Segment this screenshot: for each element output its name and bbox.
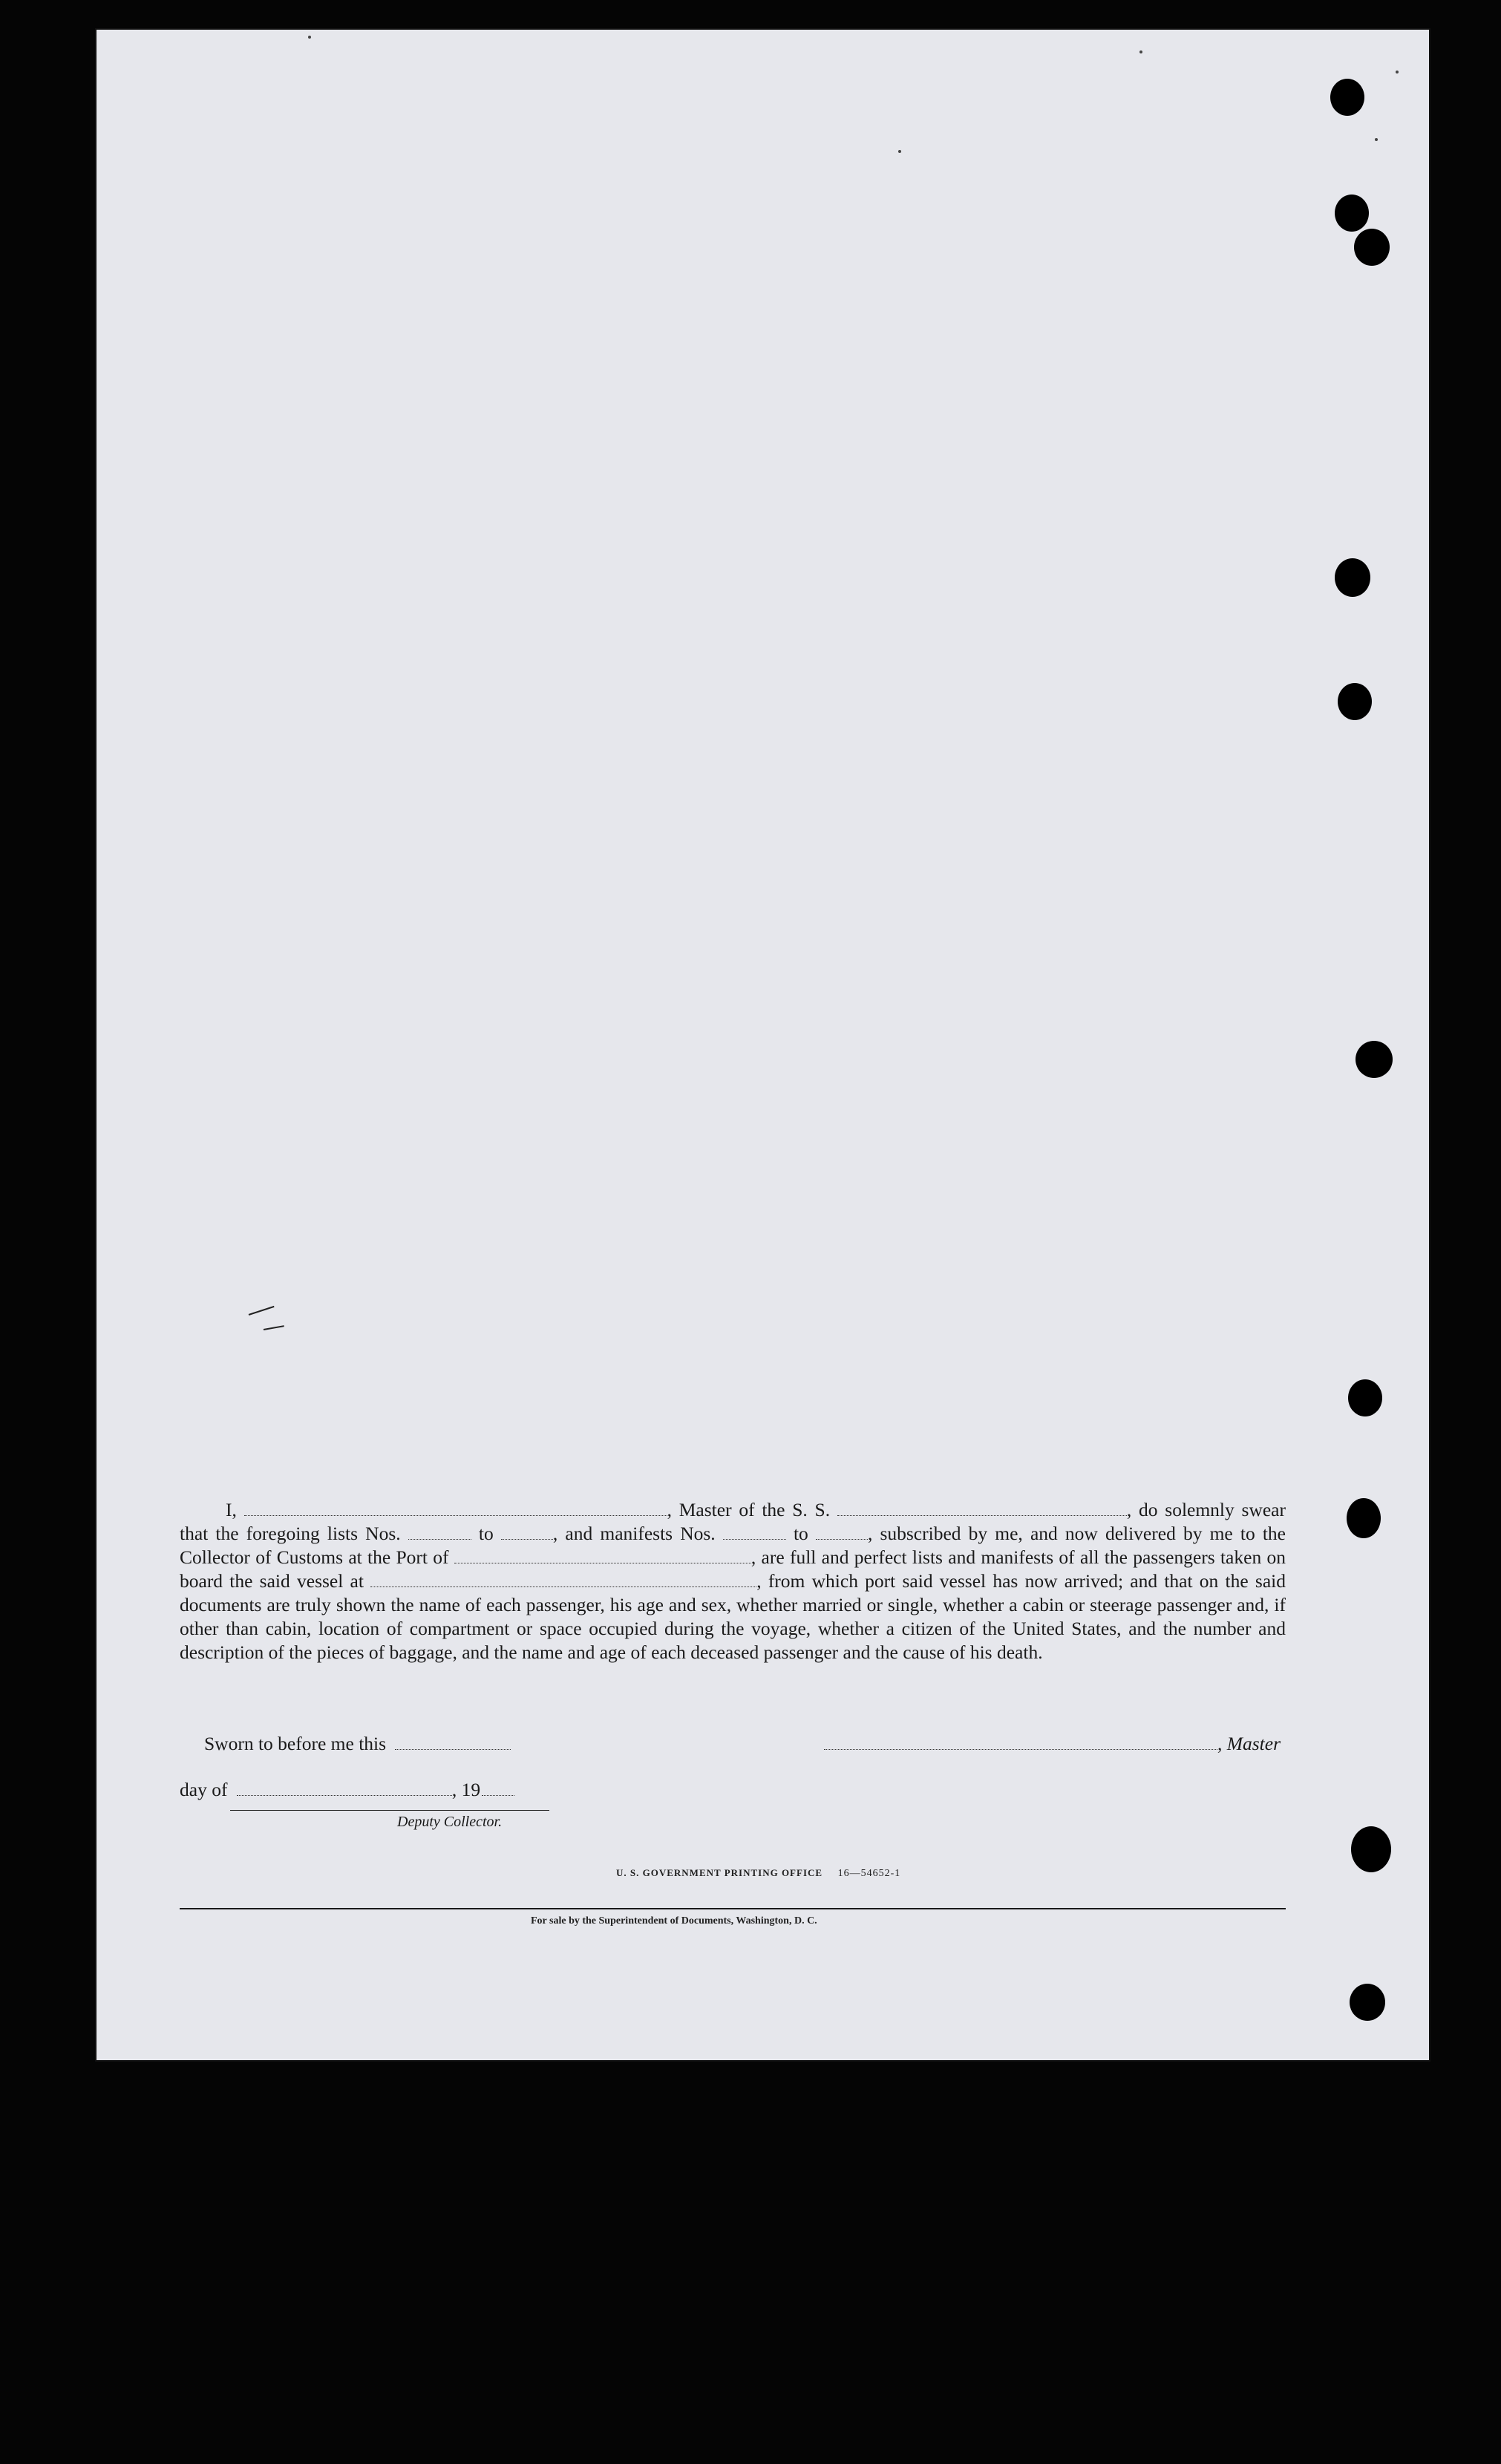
master-label: , Master — [1217, 1733, 1281, 1754]
document-page — [97, 30, 1429, 2060]
punch-hole — [1351, 1826, 1391, 1872]
oath-text-segment: to — [471, 1523, 501, 1544]
master-oath-paragraph — [180, 1498, 1286, 1664]
oath-fill-blank[interactable] — [837, 1514, 1127, 1516]
speck — [1375, 138, 1378, 141]
punch-hole — [1350, 1984, 1385, 2021]
bottom-rule — [180, 1908, 1286, 1909]
punch-hole — [1354, 229, 1390, 266]
oath-text-segment: , and manifests Nos. — [552, 1523, 723, 1544]
oath-text-segment: , do solemnly swear that the foregoing lists Nos. — [180, 1499, 1286, 1544]
for-sale-notice: For sale by the Superintendent of Documents, Washington, D. C. — [531, 1915, 817, 1927]
oath-text-segment: , Master of the S. S. — [667, 1499, 837, 1520]
oath-text — [180, 1498, 1286, 1664]
punch-hole — [1335, 558, 1370, 597]
punch-hole — [1338, 683, 1372, 720]
oath-fill-blank[interactable] — [408, 1538, 471, 1540]
oath-fill-blank[interactable] — [370, 1586, 756, 1587]
sworn-date-blank[interactable] — [395, 1748, 511, 1750]
oath-fill-blank[interactable] — [501, 1538, 553, 1540]
sworn-label: Sworn to before me this — [204, 1733, 387, 1754]
printing-office-imprint — [616, 1867, 900, 1880]
day-of-line — [180, 1779, 514, 1801]
oath-text-segment: I, — [226, 1499, 244, 1520]
day-month-blank[interactable] — [237, 1794, 452, 1796]
master-signature-line — [824, 1733, 1281, 1755]
punch-hole — [1330, 79, 1364, 116]
speck — [898, 150, 901, 153]
oath-fill-blank[interactable] — [454, 1562, 751, 1563]
oath-text-segment: , from which port said vessel has now arrived; and that on the said documents are truly shown the name of each passenger, his age and sex, whether married or single, whether a cabin or steerage passenger and, if other than cabin, location of compartment or space occupied during the voyage, whether a citizen of the United States, and the number and description of the pieces of baggage, and the name and age of each deceased passenger and the cause of his death. — [180, 1570, 1286, 1663]
printing-office: U. S. GOVERNMENT PRINTING OFFICE — [616, 1867, 823, 1878]
speck — [1139, 50, 1142, 53]
year-label: , 19 — [451, 1779, 481, 1800]
form-number: 16—54652-1 — [837, 1868, 901, 1879]
deputy-signature-rule[interactable] — [230, 1810, 549, 1811]
pencil-mark — [264, 1325, 284, 1330]
oath-fill-blank[interactable] — [816, 1538, 868, 1540]
sworn-line — [204, 1733, 511, 1755]
pencil-mark — [249, 1306, 275, 1316]
speck — [308, 36, 311, 39]
master-signature-blank[interactable] — [824, 1748, 1217, 1750]
oath-text-segment: to — [785, 1523, 816, 1544]
oath-text-segment: , subscribed by me, and now delivered by me to the Collector of Customs at the Port of — [180, 1523, 1286, 1568]
speck — [1396, 71, 1399, 73]
day-of-label: day of — [180, 1779, 228, 1800]
oath-text-segment: , are full and perfect lists and manifests of all the passengers taken on board the said vessel at — [180, 1546, 1286, 1592]
deputy-collector-label: Deputy Collector. — [397, 1814, 503, 1830]
oath-fill-blank[interactable] — [244, 1514, 667, 1516]
year-blank[interactable] — [482, 1794, 514, 1796]
punch-hole — [1347, 1498, 1381, 1538]
punch-hole — [1356, 1041, 1393, 1078]
oath-fill-blank[interactable] — [723, 1538, 786, 1540]
punch-hole — [1335, 195, 1369, 232]
punch-hole — [1348, 1379, 1382, 1416]
